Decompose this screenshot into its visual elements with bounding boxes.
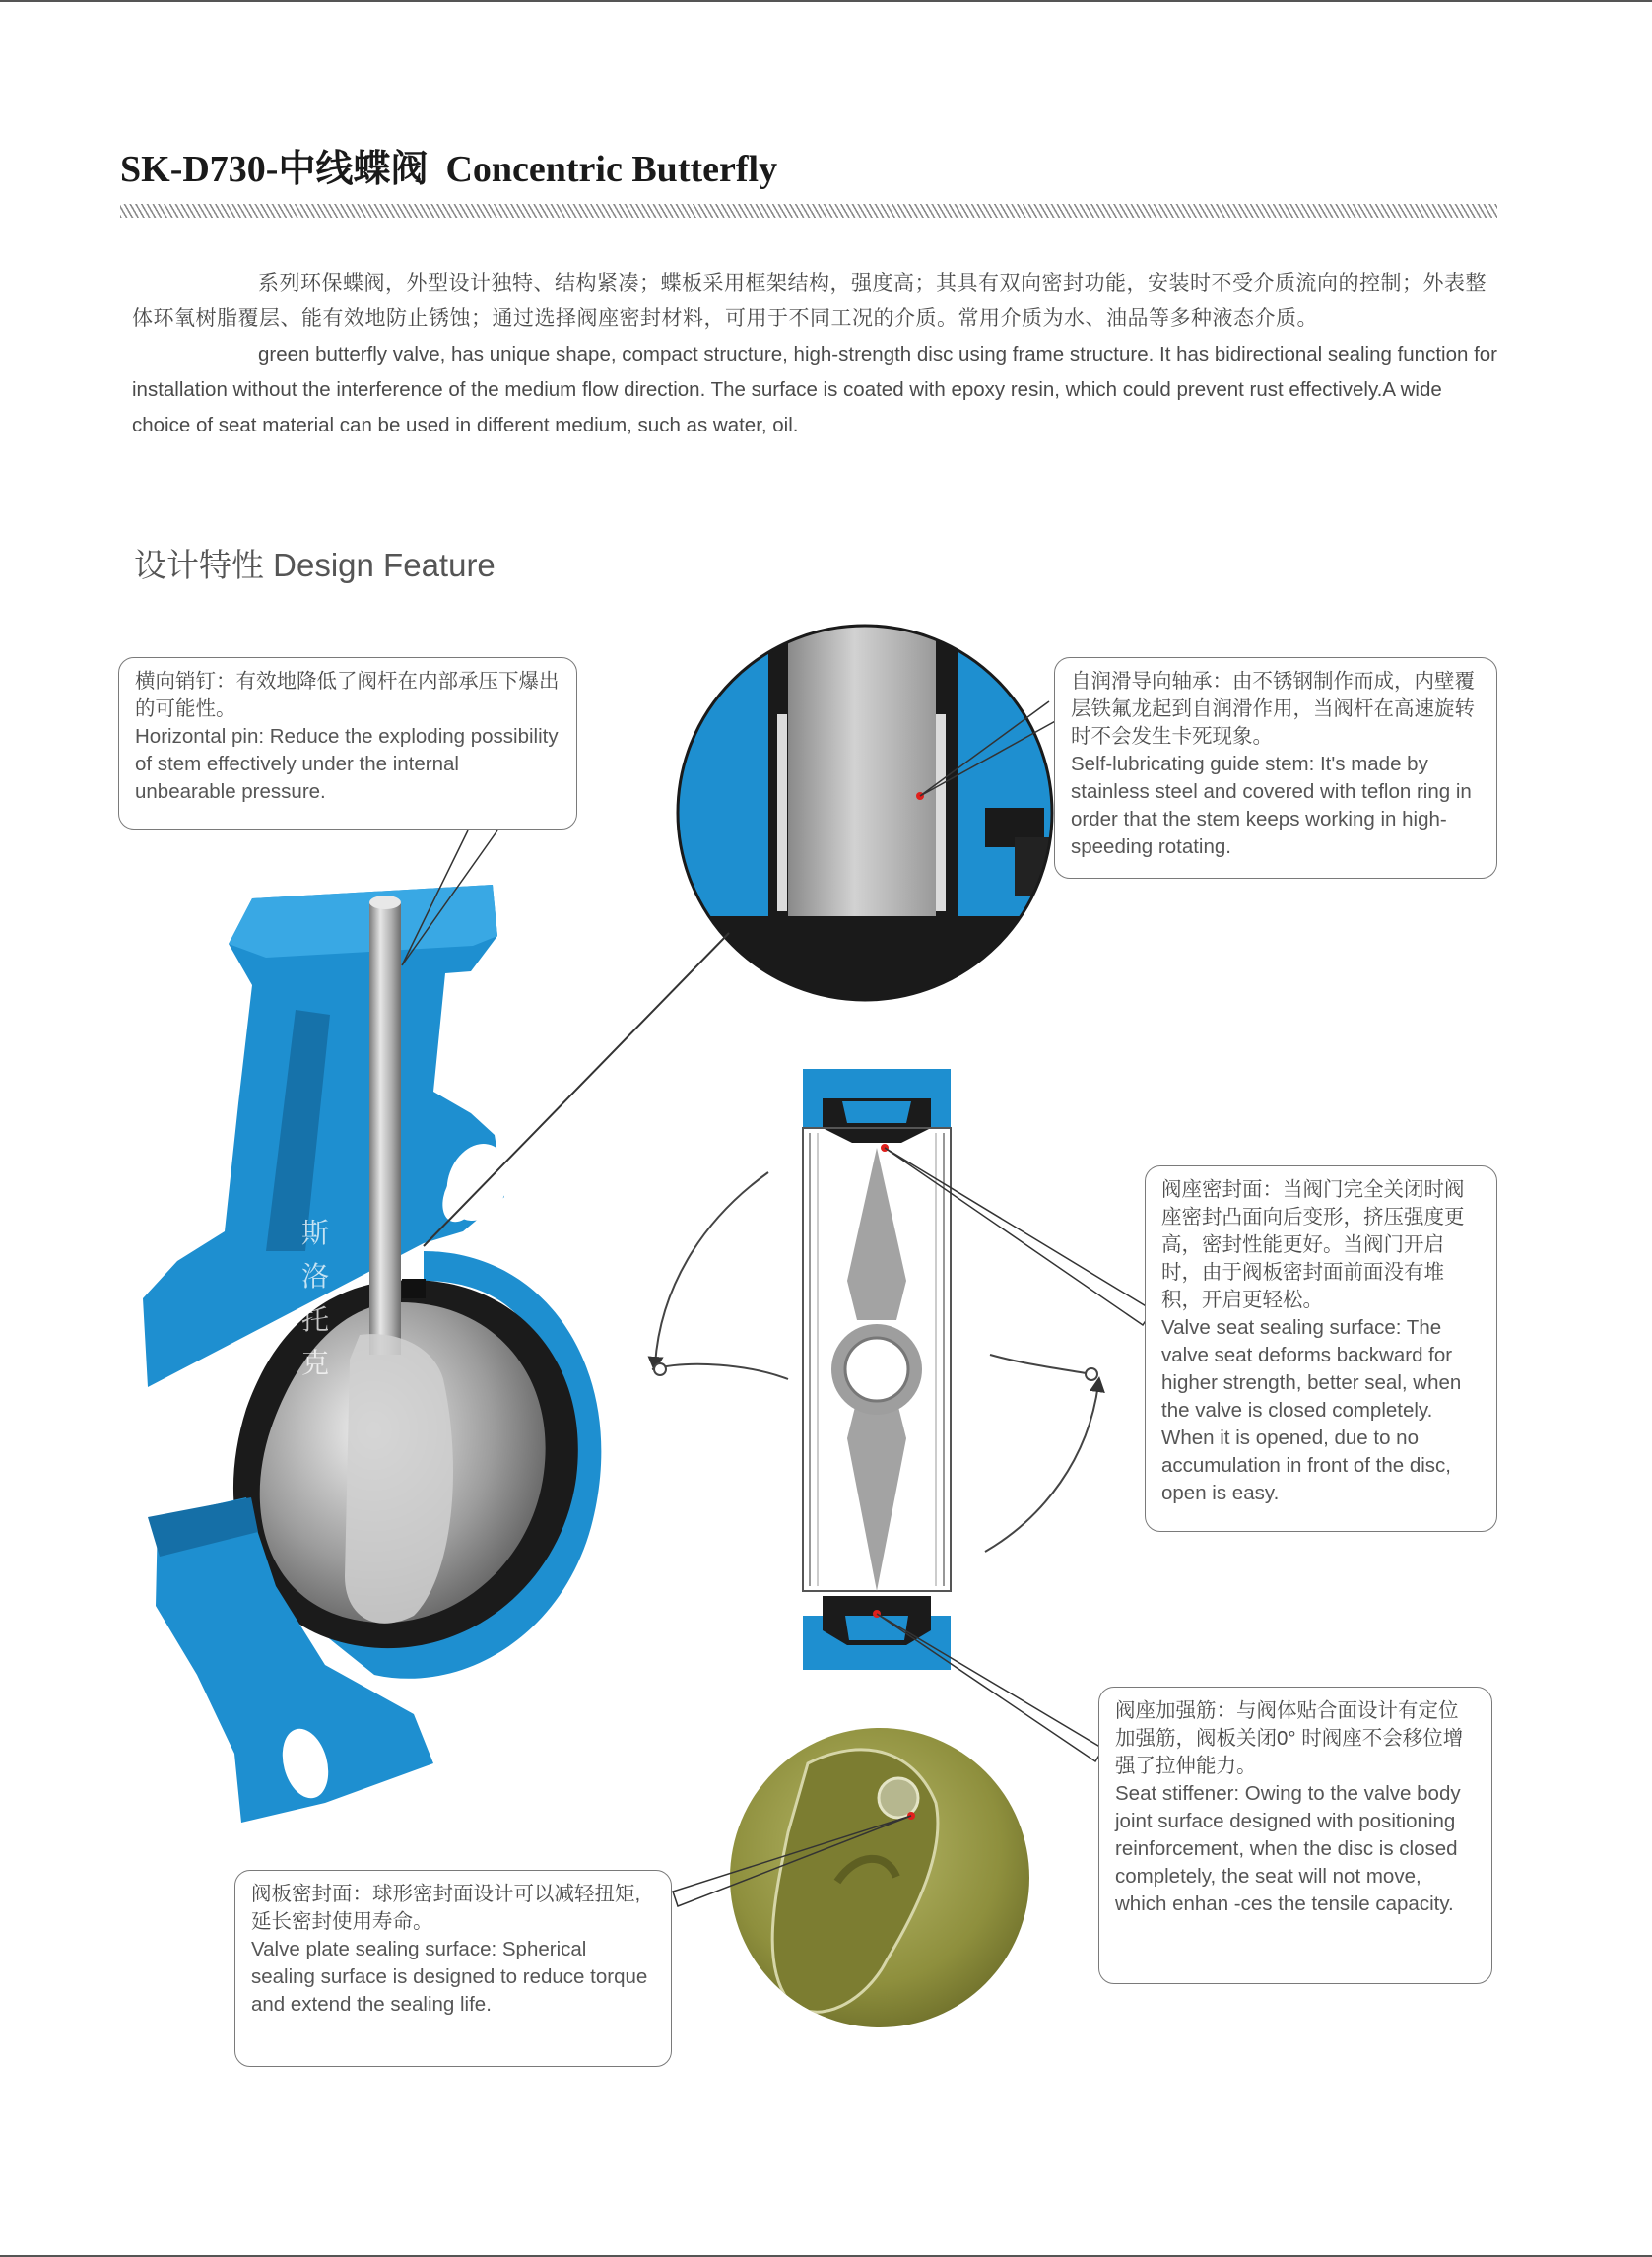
callout-plate-sealing-zh: 阀板密封面：球形密封面设计可以减轻扭矩,延长密封使用寿命。 [251,1883,641,1933]
watermark-char-3: 托 [300,1304,329,1335]
watermark-char-4: 克 [300,1348,329,1378]
callout-plate-sealing-en: Valve plate sealing surface: Spherical sealing surface is designed to reduce torque and extend the sealing life. [251,1938,648,2016]
watermark-char-2: 洛 [300,1261,329,1292]
seat-stiffener-detail [730,1728,1029,2027]
callout-plate-sealing [234,1870,672,2067]
callout-guide-stem [1054,657,1497,879]
intro-english-text: green butterfly valve, has unique shape, compact structure, high-strength disc using frame structure. It has bidirectional sealing function for installation without the interference of the medium flow direction. The surface is coated with epoxy resin, which could prevent rust effectively.A wide choice of seat material can be used in different medium, such as water, oil. [132,343,1497,436]
callout-seat-stiffener [1098,1687,1492,1984]
title-chinese: SK-D730-中线蝶阀 [120,149,429,190]
title-english: Concentric Butterfly [445,149,778,190]
callout-seat-sealing-en: Valve seat sealing surface: The valve seat deforms backward for higher strength, better seal, when the valve is closed completely. When it is opened, due to no accumulation in front of the disc, open is easy. [1161,1316,1462,1504]
callout-horizontal-pin-en: Horizontal pin: Reduce the exploding possibility of stem effectively under the internal unbearable pressure. [135,725,559,803]
callout-horizontal-pin-zh: 横向销钉：有效地降低了阀杆在内部承压下爆出的可能性。 [135,670,560,720]
watermark-char-1: 斯 [300,1218,329,1248]
page-title [120,138,777,193]
intro-english [132,337,1501,443]
cross-section-detail [652,1069,1098,1670]
callout-horizontal-pin [118,657,577,830]
callout-seat-sealing [1145,1165,1497,1532]
callout-seat-stiffener-zh: 阀座加强筋：与阀体贴合面设计有定位加强筋，阀板关闭0° 时阀座不会移位增强了拉伸能力。 [1115,1699,1464,1777]
callout-guide-stem-zh: 自润滑导向轴承：由不锈钢制作而成，内壁覆层铁氟龙起到自润滑作用，当阀杆在高速旋转时不会发生卡死现象。 [1071,670,1475,748]
title-hatch-rule [120,204,1497,218]
guide-stem-detail [658,611,1072,1025]
valve-body-illustration [143,885,601,1823]
watermark [296,1212,335,1385]
section-heading: 设计特性 Design Feature [134,547,496,583]
callout-seat-sealing-zh: 阀座密封面：当阀门完全关闭时阀座密封凸面向后变形，挤压强度更高，密封性能更好。当阀门开启时，由于阀板密封面前面没有堆积，开启更轻松。 [1161,1178,1465,1311]
intro-chinese [132,266,1501,337]
callout-guide-stem-en: Self-lubricating guide stem: It's made by stainless steel and covered with teflon ring in order that the stem keeps working in high-speeding rotating. [1071,753,1472,858]
callout-seat-stiffener-en: Seat stiffener: Owing to the valve body joint surface designed with positioning reinforcement, when the disc is closed completely, the seat will not move, which enhan -ces the tensile capacity. [1115,1782,1461,1915]
intro-chinese-text: 系列环保蝶阀，外型设计独特、结构紧凑；蝶板采用框架结构，强度高；其具有双向密封功能，安装时不受介质流向的控制；外表整体环氧树脂覆层、能有效地防止锈蚀；通过选择阀座密封材料，可用于不同工况的介质。常用介质为水、油品等多种液态介质。 [132,272,1487,330]
